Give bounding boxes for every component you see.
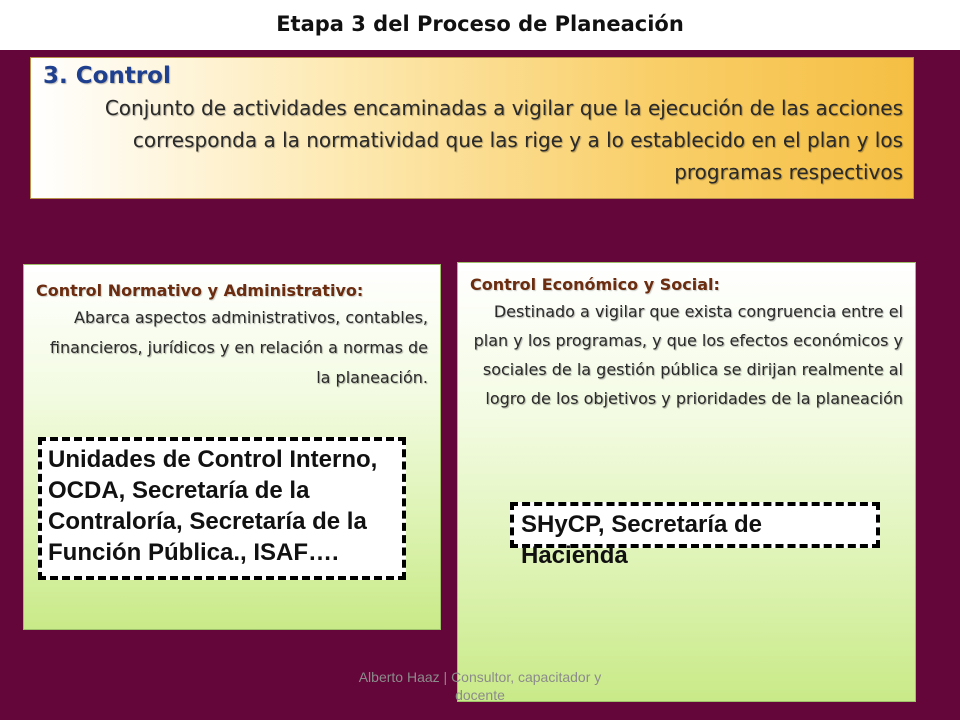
control-heading: 3. Control (43, 63, 171, 89)
normative-control-text: Abarca aspectos administrativos, contables, financieros, jurídicos y en relación a normas de la planeación. (49, 308, 428, 387)
footer-credit: Alberto Haaz | Consultor, capacitador y docente (358, 669, 602, 703)
internal-control-units-text: Unidades de Control Interno, OCDA, Secretaría de la Contraloría, Secretaría de la Función Pública., ISAF…. (48, 446, 378, 566)
economic-control-panel (457, 262, 916, 702)
shcp-text: SHyCP, Secretaría de Hacienda (521, 511, 763, 569)
slide-title: Etapa 3 del Proceso de Planeación (0, 0, 960, 50)
control-definition-text: Conjunto de actividades encaminadas a vigilar que la ejecución de las acciones corresponda a la normatividad que las rige y a lo establecido en el plan y los programas respectivos (104, 96, 903, 184)
control-definition-box (30, 57, 914, 199)
economic-control-heading: Control Económico y Social: (470, 275, 720, 294)
economic-control-text: Destinado a vigilar que exista congruencia entre el plan y los programas, y que los efectos económicos y sociales de la gestión pública se dirijan realmente al logro de los objetivos y prioridades de la planeación (473, 302, 903, 408)
normative-control-heading: Control Normativo y Administrativo: (36, 281, 364, 300)
